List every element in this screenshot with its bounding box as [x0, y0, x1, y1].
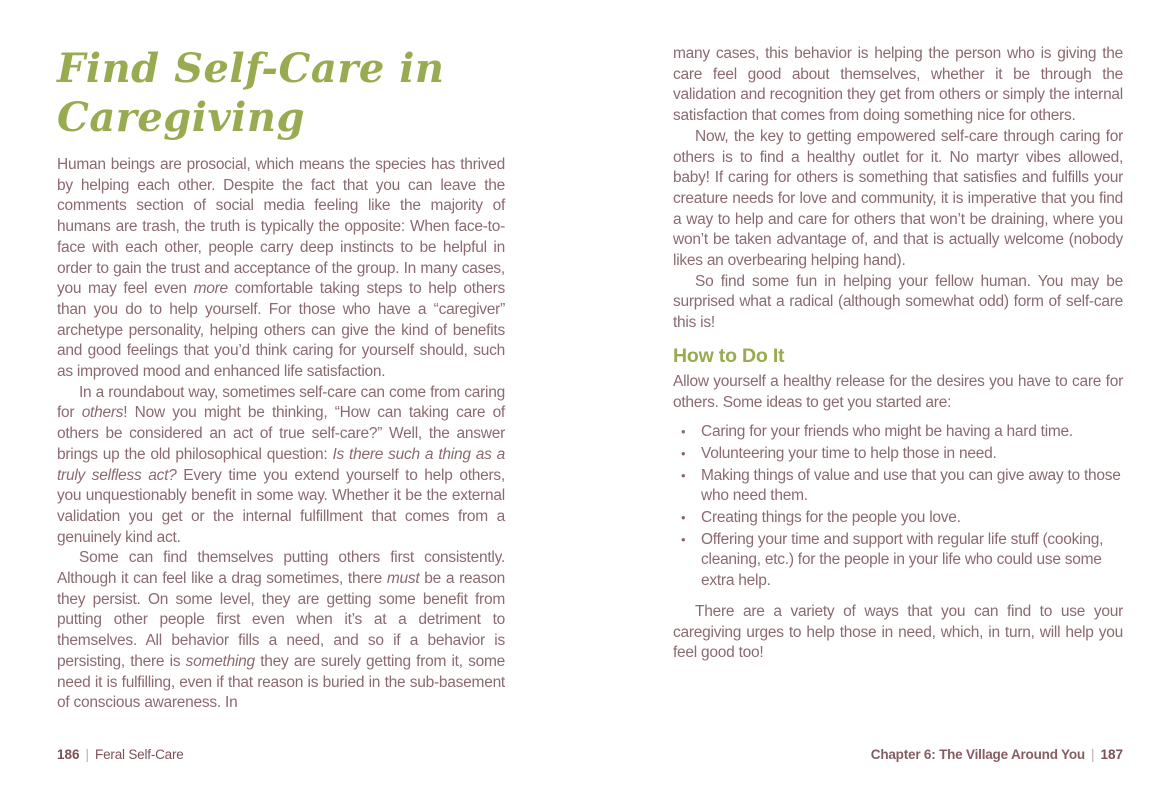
right-page — [673, 0, 1123, 664]
left-page-footer — [57, 747, 184, 763]
body-paragraph: Now, the key to getting empowered self-care through caring for others is to find a healthy outlet for it. No martyr vibes allowed, baby! If caring for others is something that satisfies and fulfills your creature needs for love and community, it is imperative that you find a way to help and care for others that won’t be draining, where you won’t be taken advantage of, and that is actually welcome (nobody likes an overbearing helping hand). — [673, 127, 1123, 270]
idea-bullet-item: • Volunteering your time to help those in need. — [701, 444, 1123, 465]
idea-bullet-item: • Offering your time and support with regular life stuff (cooking, cleaning, etc.) for the people in your life who could use some extra help. — [701, 530, 1123, 592]
body-paragraph: many cases, this behavior is helping the person who is giving the care feel good about themselves, whether it be through the validation and recognition they get from others or simply the internal satisfaction that comes from doing something nice for others. — [673, 45, 1123, 125]
chapter-running-foot: Chapter 6: The Village Around You — [870, 747, 1085, 762]
left-page-number: 186 — [57, 747, 80, 762]
idea-bullet-item: • Caring for your friends who might be having a hard time. — [701, 422, 1123, 443]
how-to-do-it-heading: How to Do It — [673, 344, 785, 367]
body-paragraph: In a roundabout way, sometimes self-care can come from caring for others! Now you might be thinking, “How can taking care of others be considered an act of true self-care?” Well, the answer brings up the old philosophical question: Is there such a thing as a truly selfless act? Every time you extend yourself to help others, you unquestionably benefit in some way. Whether it be the external validation you get or the internal fulfillment that comes from a genuinely kind act. — [57, 383, 505, 546]
idea-bullet-item: • Creating things for the people you love. — [701, 508, 1123, 529]
book-title-running-foot: Feral Self-Care — [95, 747, 184, 762]
title-line-1: Find Self-Care in — [57, 45, 445, 92]
closing-paragraph: There are a variety of ways that you can find to use your caregiving urges to help those in need, which, in turn, will help you feel good too! — [673, 602, 1123, 662]
footer-separator: | — [1090, 747, 1095, 762]
footer-separator: | — [85, 747, 90, 762]
idea-bullet-item: • Making things of value and use that you can give away to those who need them. — [701, 466, 1123, 507]
intro-paragraph: Allow yourself a healthy release for the desires you have to care for others. Some ideas to get you started are: — [673, 372, 1123, 411]
left-page — [57, 0, 505, 714]
title-line-2: Caregiving — [57, 94, 305, 141]
chapter-entry-title — [57, 44, 505, 142]
body-paragraph: So find some fun in helping your fellow human. You may be surprised what a radical (although somewhat odd) form of self-care this is! — [673, 272, 1123, 332]
right-page-footer — [871, 747, 1123, 763]
right-page-number: 187 — [1100, 747, 1123, 762]
body-paragraph: Some can find themselves putting others first consistently. Although it can feel like a drag sometimes, there must be a reason they persist. On some level, they are getting some benefit from putting other people first even when it’s at a detriment to themselves. All behavior fills a need, and so if a behavior is persisting, there is something they are surely getting from it, some need it is fulfilling, even if that reason is buried in the sub-basement of conscious awareness. In — [57, 549, 506, 712]
body-paragraph: Human beings are prosocial, which means the species has thrived by helping each other. Despite the fact that you can leave the comments section of social media feeling like the majority of humans are trash, the truth is typically the opposite: When face-to-face with each other, people carry deep instincts to be helpful in order to gain the trust and acceptance of the group. In many cases, you may feel even more comfortable taking steps to help others than you do to help yourself. For those who have a “caregiver” archetype personality, helping others can give the kind of benefits and good feelings that you’d think caring for yourself should, such as improved mood and enhanced life satisfaction. — [57, 156, 505, 381]
ideas-bullet-list — [673, 422, 1123, 592]
